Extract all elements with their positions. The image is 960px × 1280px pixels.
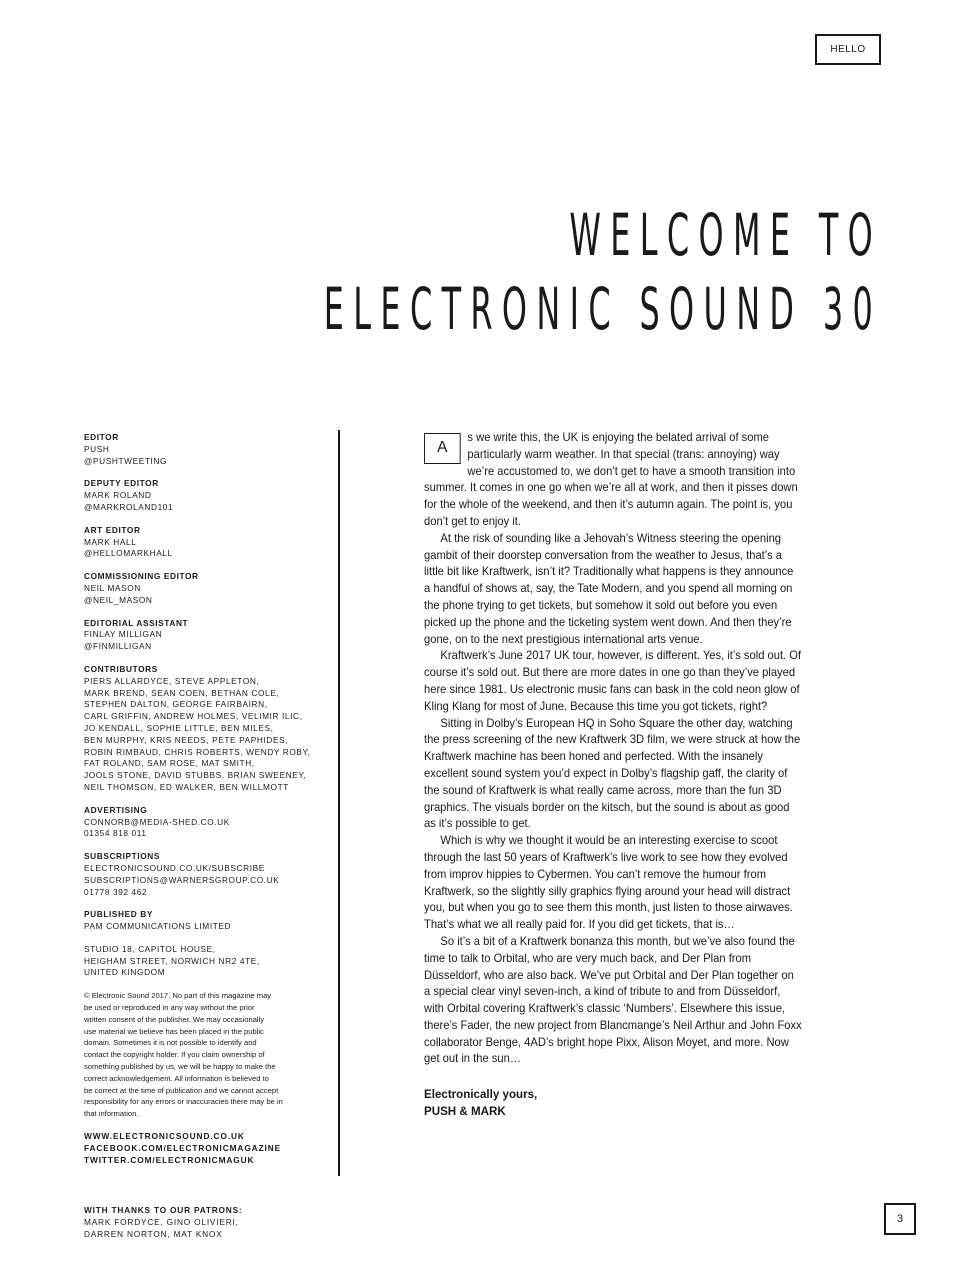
legal-line: © Electronic Sound 2017. No part of this magazine may: [84, 991, 272, 1001]
masthead-block: [84, 909, 320, 933]
signoff: [424, 1086, 802, 1120]
legal-line: something published by us, we will be happy to make the: [84, 1062, 276, 1072]
credit-role: ART EDITOR: [84, 524, 141, 535]
credit-line: MARK BREND, SEAN COEN, BETHAN COLE,: [84, 687, 280, 698]
credit-line: FINLAY MILLIGAN: [84, 629, 163, 640]
patrons-line: DARREN NORTON, MAT KNOX: [84, 1228, 223, 1239]
credit-role: COMMISSIONING EDITOR: [84, 571, 199, 582]
patrons-heading: WITH THANKS TO OUR PATRONS:: [84, 1205, 243, 1215]
masthead-blocks: [84, 432, 320, 979]
legal-line: be used or reproduced in any way without the prior: [84, 1003, 255, 1013]
credit-role: CONTRIBUTORS: [84, 663, 158, 674]
masthead-block: [84, 432, 320, 467]
credit-line: SUBSCRIPTIONS@WARNERSGROUP.CO.UK: [84, 874, 280, 885]
credit-role: EDITORIAL ASSISTANT: [84, 617, 189, 628]
credit-role: PUBLISHED BY: [84, 909, 153, 920]
credit-role: SUBSCRIPTIONS: [84, 851, 161, 862]
drop-cap: A: [424, 433, 461, 464]
credit-line: CONNORB@MEDIA-SHED.CO.UK: [84, 816, 230, 827]
credit-role: EDITOR: [84, 432, 119, 442]
legal-line: domain. Sometimes it is not possible to identify and: [84, 1038, 257, 1048]
column-divider: [338, 430, 340, 1176]
credit-line: STUDIO 18, CAPITOL HOUSE,: [84, 943, 216, 954]
masthead-block: [84, 664, 320, 794]
masthead-block: [84, 525, 320, 560]
editorial-article: [424, 430, 802, 1120]
credit-line: FAT ROLAND, SAM ROSE, MAT SMITH,: [84, 758, 255, 769]
credit-line: PIERS ALLARDYCE, STEVE APPLETON,: [84, 675, 260, 686]
credit-line: JOOLS STONE, DAVID STUBBS, BRIAN SWEENEY,: [84, 770, 307, 781]
article-paragraph: Kraftwerk’s June 2017 UK tour, however, is different. Yes, it’s sold out. Of course it’s sold out. But there are more dates in one go than they’ve played here since 1981. Us electronic music fans can bask in the cold neon glow of Kling Klang for most of June. Because this time you got tickets, right?: [424, 649, 802, 713]
credit-line: @PUSHTWEETING: [84, 455, 168, 466]
credit-line: 01354 818 011: [84, 828, 147, 839]
legal-line: written consent of the publisher. We may occasionally: [84, 1014, 265, 1024]
legal-line: contact the copyright holder. If you claim ownership of: [84, 1050, 265, 1060]
signoff-names: PUSH & MARK: [424, 1104, 506, 1119]
credit-line: HEIGHAM STREET, NORWICH NR2 4TE,: [84, 955, 260, 966]
masthead-block: [84, 805, 320, 840]
legal-line: use material we believe has been placed in the public: [84, 1026, 264, 1036]
credit-line: JO KENDALL, SOPHIE LITTLE, BEN MILES,: [84, 722, 274, 733]
credit-line: @HELLOMARKHALL: [84, 548, 173, 559]
patrons-credits: [84, 1205, 344, 1240]
credit-line: NEIL THOMSON, ED WALKER, BEN WILLMOTT: [84, 781, 289, 792]
credit-line: @NEIL_MASON: [84, 594, 153, 605]
credit-line: UNITED KINGDOM: [84, 967, 166, 978]
legal-line: responsibility for any errors or inaccuracies there may be in: [84, 1097, 283, 1107]
page-title-line-2: ELECTRONIC SOUND 30: [323, 275, 882, 343]
paragraph-text: s we write this, the UK is enjoying the belated arrival of some particularly warm weather. In that special (trans: annoying) way we’re accustomed to, we don’t get to have a smooth transition into summer. It comes in one go when we’re all at work, and then it pisses down for the whole of the weekend, and then it’s autumn again. The point is, you don’t get to enjoy it.: [424, 431, 798, 528]
web-link[interactable]: FACEBOOK.COM/ELECTRONICMAGAZINE: [84, 1142, 282, 1153]
article-paragraph: Sitting in Dolby’s European HQ in Soho Square the other day, watching the press screening of the new Kraftwerk 3D film, we were struck at how the Kraftwerk machine has been honed and perfected. With the insanely excellent sound system you’d expect in Dolby’s flagship gaff, the clarity of the sound of Kraftwerk is what really came across, more than the fun 3D graphics. The visuals border on the kitsch, but the sound is about as good as it’s possible to get.: [424, 716, 801, 831]
copyright-notice: [84, 990, 320, 1120]
masthead-block: [84, 618, 320, 653]
credit-line: PUSH: [84, 443, 110, 454]
credit-line: ROBIN RIMBAUD, CHRIS ROBERTS, WENDY ROBY,: [84, 746, 311, 757]
article-paragraph: At the risk of sounding like a Jehovah’s Witness steering the opening gambit of their doorstep conversation from the weather to Jesus, that’s a little bit like Kraftwerk, isn’t it? Traditionally what happens is they announce a handful of shows at, say, the Tate Modern, and you spend all morning on the phone trying to get tickets, but somehow it sold out before you even picked up the phone and the ticketing system went down. And then they’re gone, on to the next prestigious international arts venue.: [424, 531, 794, 646]
legal-line: correct acknowledgement. All information is believed to: [84, 1073, 269, 1083]
credit-line: BEN MURPHY, KRIS NEEDS, PETE PAPHIDES,: [84, 734, 289, 745]
web-link[interactable]: TWITTER.COM/ELECTRONICMAGUK: [84, 1154, 255, 1165]
masthead-block: [84, 571, 320, 606]
masthead-block: [84, 478, 320, 513]
legal-line: that information.: [84, 1109, 139, 1119]
article-paragraph: So it’s a bit of a Kraftwerk bonanza this month, but we’ve also found the time to talk to Orbital, who are very much back, and Der Plan from Düsseldorf, who are also back. We’ve put Orbital and Der Plan together on a special clear vinyl seven-inch, a kind of tribute to and from Düsseldorf, with Orbital covering Kraftwerk’s classic ‘Numbers’. Elsewhere this issue, there’s Fader, the new project from Blancmange’s Neil Arthur and John Foxx collaborator Benge, 4AD’s bright hope Pixx, Alison Moyet, and more. Now get out in the sun…: [424, 934, 802, 1066]
credit-line: NEIL MASON: [84, 582, 141, 593]
masthead-block: [84, 851, 320, 898]
credit-line: @MARKROLAND101: [84, 501, 174, 512]
credit-line: 01778 392 462: [84, 886, 148, 897]
page-title: [324, 198, 882, 346]
credit-line: MARK ROLAND: [84, 490, 152, 501]
credit-line: MARK HALL: [84, 536, 137, 547]
credit-role: ADVERTISING: [84, 804, 148, 815]
web-link[interactable]: WWW.ELECTRONICSOUND.CO.UK: [84, 1131, 245, 1142]
section-tag: HELLO: [815, 34, 881, 65]
masthead-credits: [84, 432, 320, 1166]
masthead-block: [84, 944, 320, 979]
web-links: [84, 1131, 320, 1166]
credit-role: DEPUTY EDITOR: [84, 478, 159, 489]
credit-line: CARL GRIFFIN, ANDREW HOLMES, VELIMIR ILIC,: [84, 711, 303, 722]
article-paragraph: [424, 430, 802, 531]
page-number: 3: [884, 1203, 916, 1235]
credit-line: STEPHEN DALTON, GEORGE FAIRBAIRN,: [84, 699, 268, 710]
credit-line: @FINMILLIGAN: [84, 641, 152, 652]
page-title-line-1: WELCOME TO: [569, 201, 882, 269]
article-paragraph: Which is why we thought it would be an interesting exercise to scoot through the last 50 years of Kraftwerk’s live work to see how they evolved from improv hippies to Cybermen. You can’t remove the humour from Kraftwerk, so the slightly silly graphics flying around your head will distract you, but when you go to see them this month, just listen to those airwaves. That’s what we all really paid for. If you did get tickets, that is…: [424, 834, 793, 932]
legal-line: be correct at the time of publication and we cannot accept: [84, 1085, 279, 1095]
credit-line: ELECTRONICSOUND.CO.UK/SUBSCRIBE: [84, 862, 265, 873]
signoff-line: Electronically yours,: [424, 1087, 538, 1102]
patrons-line: MARK FORDYCE, GINO OLIVIERI,: [84, 1216, 239, 1227]
credit-line: PAM COMMUNICATIONS LIMITED: [84, 921, 232, 932]
